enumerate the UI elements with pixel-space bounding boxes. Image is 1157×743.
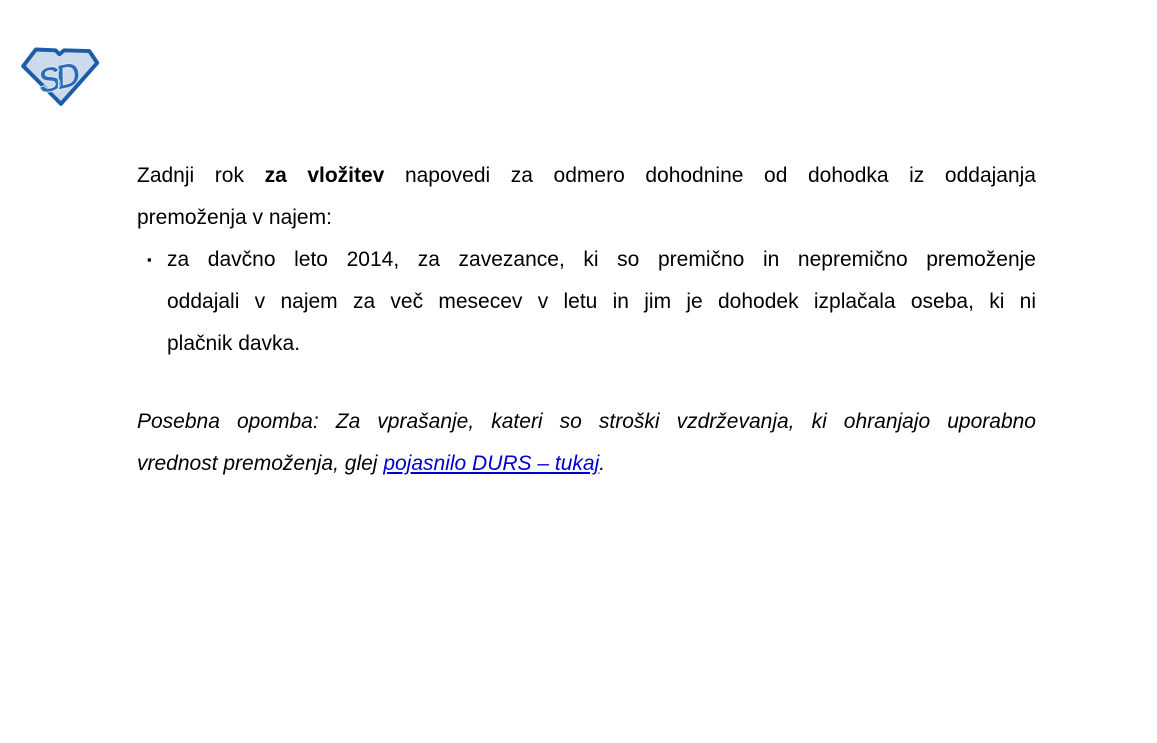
intro-line-1 (137, 155, 1036, 197)
intro-line-1-post: napovedi za odmero dohodnine od dohodka iz oddajanja (384, 164, 1036, 187)
intro-line-1-bold: za vložitev (264, 164, 385, 187)
bullet-line-3: plačnik davka. (167, 332, 301, 355)
intro-paragraph (137, 155, 1036, 239)
note-line-1: Posebna opomba: Za vprašanje, kateri so stroški vzdrževanja, ki ohranjajo uporabno (137, 410, 1036, 433)
note-line-2 (137, 443, 1036, 485)
list-item (137, 239, 1036, 365)
logo-letters: SD (34, 56, 79, 102)
note-line-2-pre: vrednost premoženja, glej (137, 452, 384, 475)
intro-line-1-pre: Zadnji rok (137, 164, 265, 187)
sd-shield-logo (20, 44, 102, 107)
note-paragraph (137, 401, 1036, 485)
note-line-2-post: . (599, 452, 606, 475)
durs-explanation-link[interactable]: pojasnilo DURS – tukaj (383, 452, 600, 475)
text-block (137, 155, 1036, 485)
bullet-line-2: oddajali v najem za več mesecev v letu in jim je dohodek izplačala oseba, ki ni (167, 290, 1036, 313)
intro-line-2: premoženja v najem: (137, 206, 332, 229)
bullet-line-1: za davčno leto 2014, za zavezance, ki so premično in nepremično premoženje (167, 248, 1036, 271)
bullet-marker: ▪ (147, 252, 152, 267)
